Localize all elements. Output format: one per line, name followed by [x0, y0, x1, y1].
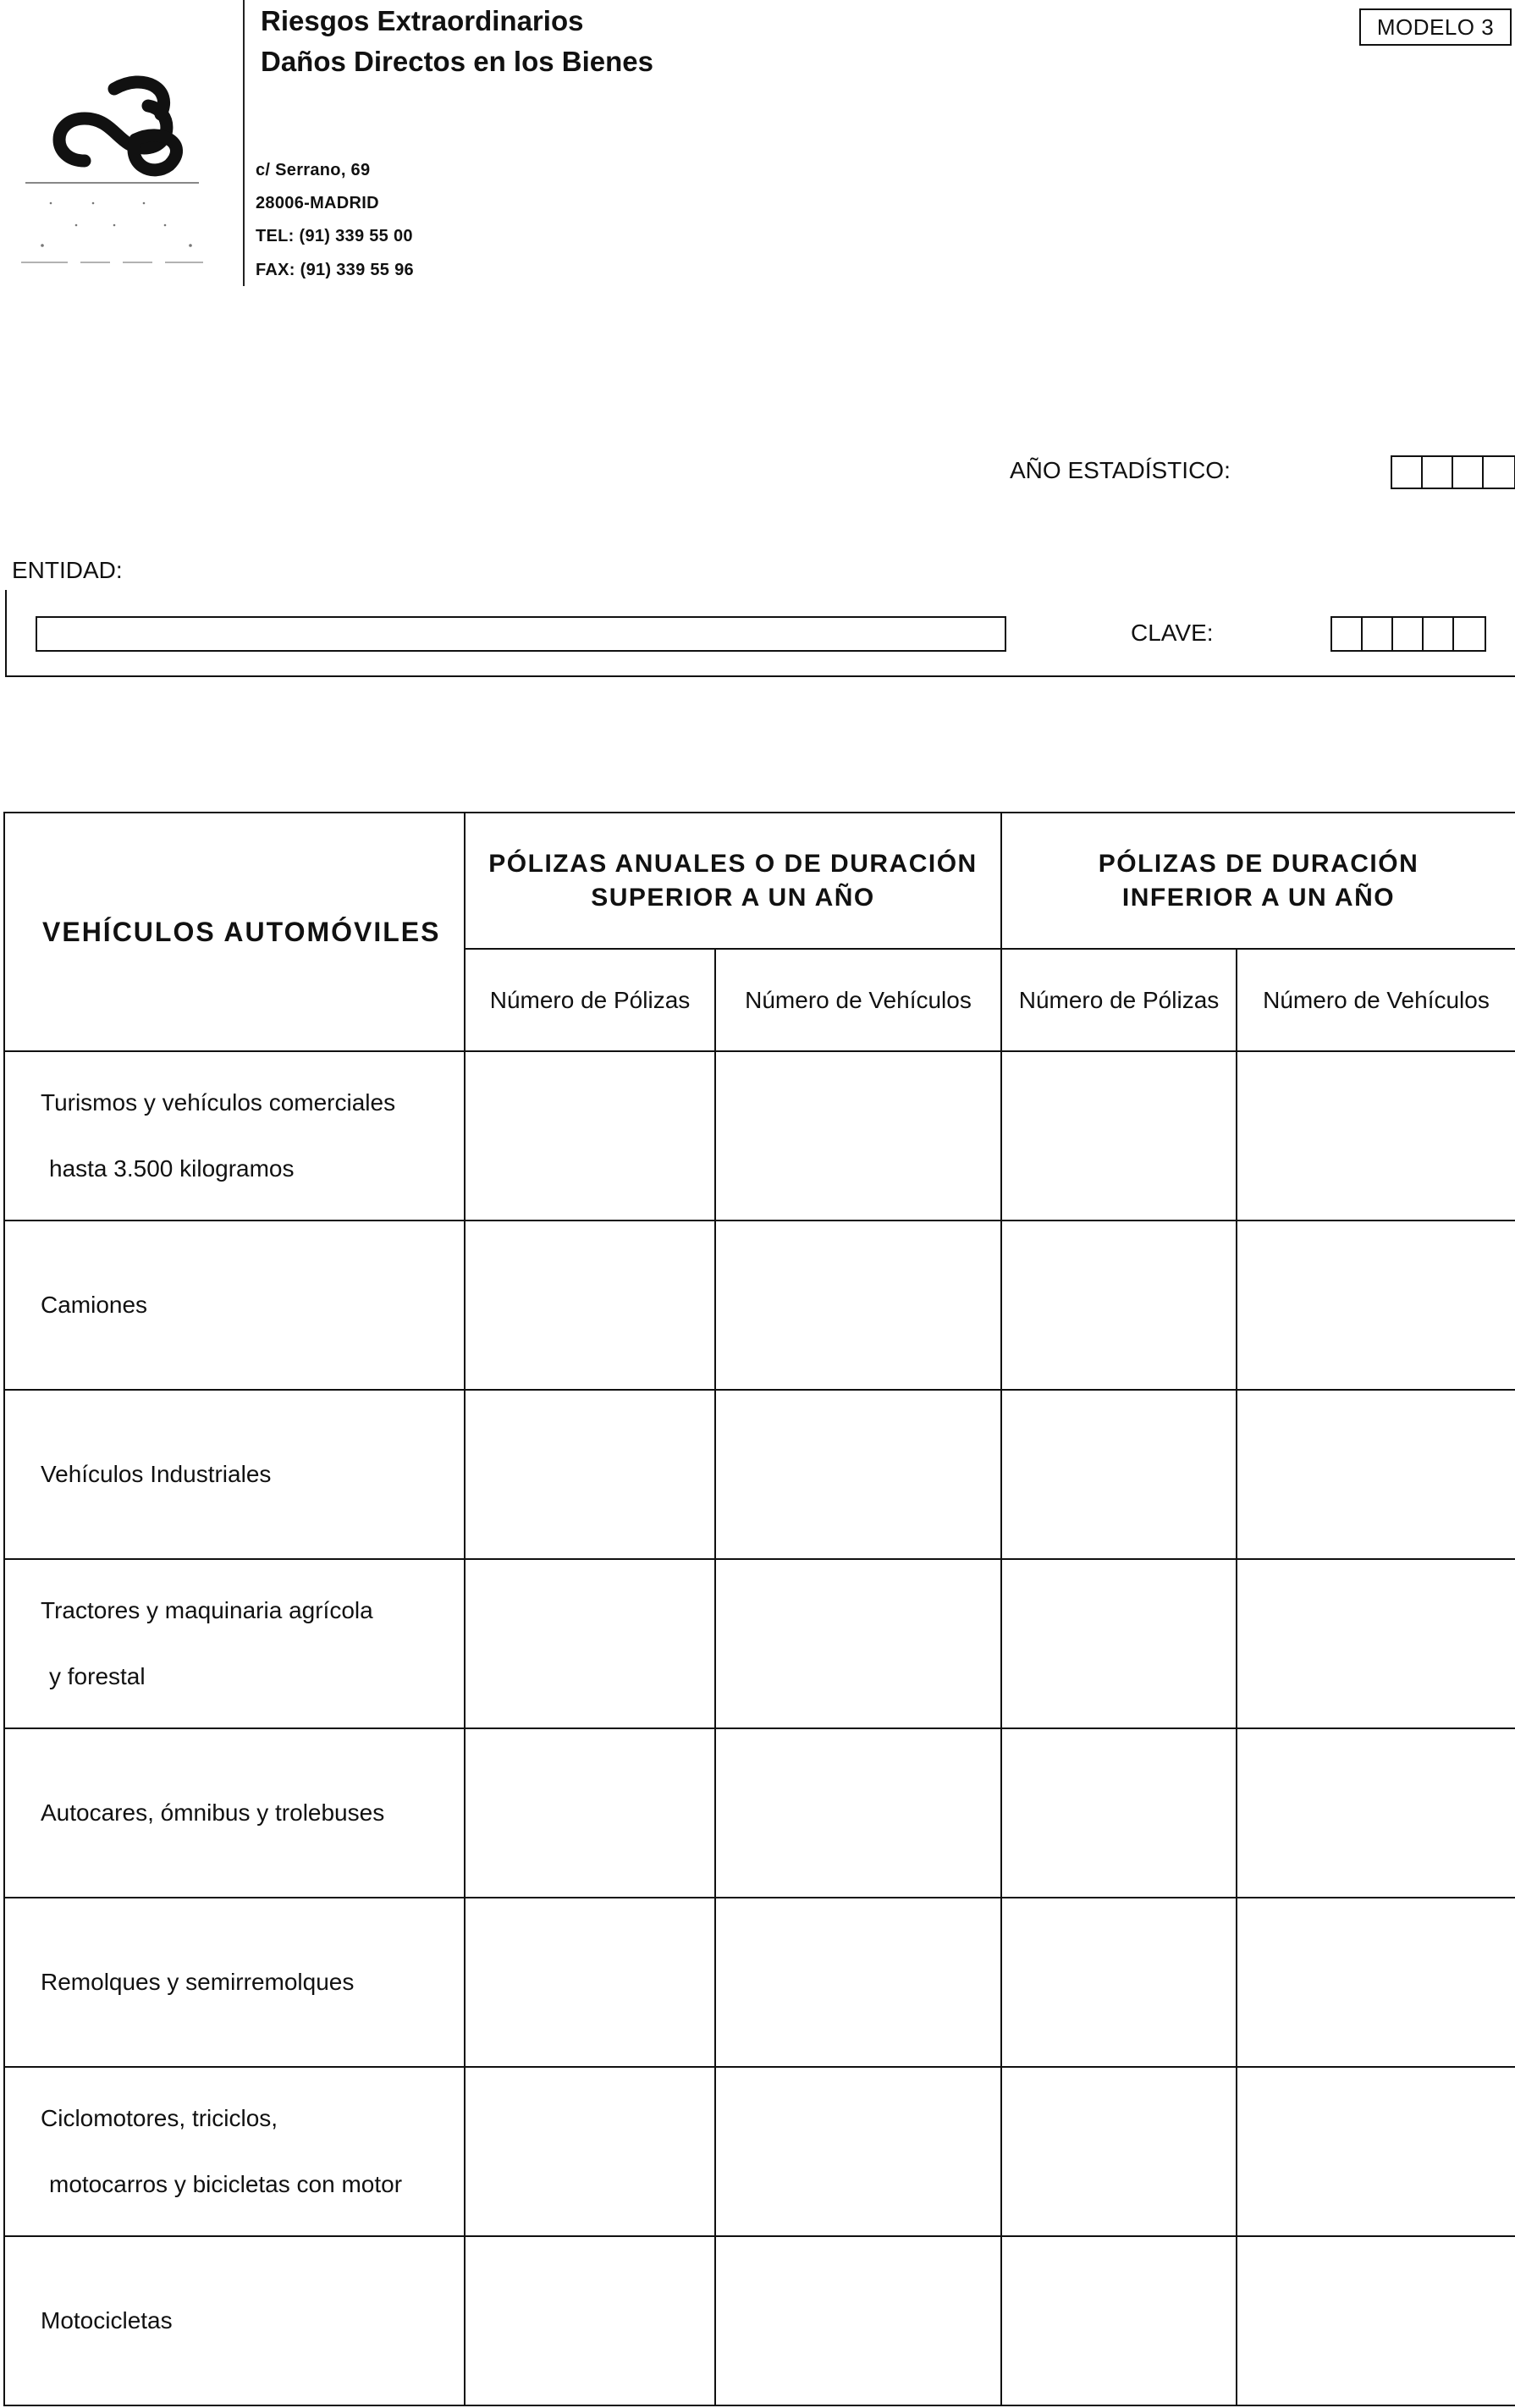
table-row [4, 1898, 1515, 2067]
row-label [4, 1898, 465, 2067]
row-label-line1: Tractores y maquinaria agrícola [41, 1597, 373, 1623]
cell-vehiculos-annual[interactable] [715, 1390, 1001, 1559]
anio-digit-box[interactable] [1392, 457, 1423, 488]
title-line-2: Daños Directos en los Bienes [261, 46, 653, 77]
clave-label: CLAVE: [1131, 620, 1214, 646]
logo-caption-marks [17, 196, 207, 273]
address-tel: TEL: (91) 339 55 00 [256, 227, 413, 245]
cell-vehiculos-annual[interactable] [715, 2236, 1001, 2405]
cell-vehiculos-short[interactable] [1237, 1051, 1515, 1221]
cell-vehiculos-annual[interactable] [715, 1559, 1001, 1728]
row-label-line2: y forestal [49, 1663, 146, 1689]
anio-digit-box[interactable] [1484, 457, 1514, 488]
cell-vehiculos-annual[interactable] [715, 1221, 1001, 1390]
row-label [4, 1728, 465, 1898]
group-header-annual [465, 813, 1001, 949]
cell-polizas-short[interactable] [1001, 1051, 1237, 1221]
clave-digit-box[interactable] [1454, 618, 1485, 650]
cell-polizas-annual[interactable] [465, 2067, 715, 2236]
cell-polizas-annual[interactable] [465, 1898, 715, 2067]
group-header-short-line1: PÓLIZAS DE DURACIÓN [1098, 849, 1419, 878]
row-label-line1: Motocicletas [41, 2307, 173, 2334]
address-city: 28006-MADRID [256, 194, 379, 212]
clave-digit-box[interactable] [1363, 618, 1393, 650]
subheader-vehiculos-short: Número de Vehículos [1237, 949, 1515, 1051]
cell-vehiculos-short[interactable] [1237, 1728, 1515, 1898]
table-row [4, 1390, 1515, 1559]
row-label [4, 1051, 465, 1221]
cell-polizas-annual[interactable] [465, 1559, 715, 1728]
row-label [4, 1390, 465, 1559]
consorcio-logo [34, 59, 203, 186]
anio-digit-box[interactable] [1453, 457, 1484, 488]
cell-vehiculos-annual[interactable] [715, 1051, 1001, 1221]
group-header-annual-line2: SUPERIOR A UN AÑO [591, 883, 875, 912]
cell-vehiculos-annual[interactable] [715, 1898, 1001, 2067]
row-label-line2: motocarros y bicicletas con motor [49, 2171, 403, 2197]
cell-vehiculos-short[interactable] [1237, 1559, 1515, 1728]
subheader-polizas-annual: Número de Pólizas [465, 949, 715, 1051]
row-label [4, 2067, 465, 2236]
cell-polizas-short[interactable] [1001, 1898, 1237, 2067]
cell-polizas-short[interactable] [1001, 1559, 1237, 1728]
cell-polizas-short[interactable] [1001, 2067, 1237, 2236]
logo-rule [25, 182, 199, 184]
table-row [4, 2067, 1515, 2236]
clave-digit-box[interactable] [1393, 618, 1424, 650]
table-row [4, 1221, 1515, 1390]
table-header-row [4, 813, 1515, 949]
cell-vehiculos-short[interactable] [1237, 1221, 1515, 1390]
cell-polizas-annual[interactable] [465, 1051, 715, 1221]
cell-vehiculos-short[interactable] [1237, 1898, 1515, 2067]
cell-vehiculos-short[interactable] [1237, 2067, 1515, 2236]
table-row [4, 1051, 1515, 1221]
table-row [4, 2236, 1515, 2405]
group-header-annual-line1: PÓLIZAS ANUALES O DE DURACIÓN [488, 849, 978, 878]
row-label [4, 2236, 465, 2405]
anio-digit-box[interactable] [1423, 457, 1453, 488]
cell-polizas-annual[interactable] [465, 1728, 715, 1898]
row-label-line1: Remolques y semirremolques [41, 1969, 355, 1995]
row-label-line1: Vehículos Industriales [41, 1461, 272, 1487]
table-row [4, 1559, 1515, 1728]
row-label-line1: Ciclomotores, triciclos, [41, 2105, 278, 2131]
clave-field[interactable] [1330, 616, 1486, 652]
cell-vehiculos-annual[interactable] [715, 1728, 1001, 1898]
row-label-line1: Camiones [41, 1292, 148, 1318]
model-badge: MODELO 3 [1359, 8, 1512, 46]
title-line-1: Riesgos Extraordinarios [261, 5, 584, 36]
entidad-input[interactable] [36, 616, 1006, 652]
cell-polizas-annual[interactable] [465, 1221, 715, 1390]
clave-digit-box[interactable] [1332, 618, 1363, 650]
address-street: c/ Serrano, 69 [256, 161, 371, 179]
subheader-polizas-short: Número de Pólizas [1001, 949, 1237, 1051]
row-label [4, 1559, 465, 1728]
group-header-short-line2: INFERIOR A UN AÑO [1121, 883, 1396, 912]
subheader-vehiculos-annual: Número de Vehículos [715, 949, 1001, 1051]
cell-polizas-short[interactable] [1001, 2236, 1237, 2405]
table-row [4, 1728, 1515, 1898]
cell-polizas-short[interactable] [1001, 1221, 1237, 1390]
vehicle-policies-table [3, 812, 1515, 2406]
cell-vehiculos-short[interactable] [1237, 2236, 1515, 2405]
group-header-short [1001, 813, 1515, 949]
header-divider [243, 0, 245, 286]
address-fax: FAX: (91) 339 55 96 [256, 261, 414, 279]
row-label-line2: hasta 3.500 kilogramos [49, 1155, 295, 1182]
row-label-line1: Autocares, ómnibus y trolebuses [41, 1799, 385, 1826]
row-label [4, 1221, 465, 1390]
anio-estadistico-field[interactable] [1391, 455, 1515, 489]
vehiculos-header: VEHÍCULOS AUTOMÓVILES [4, 813, 465, 1051]
cell-polizas-annual[interactable] [465, 2236, 715, 2405]
cell-polizas-short[interactable] [1001, 1728, 1237, 1898]
clave-digit-box[interactable] [1424, 618, 1454, 650]
anio-estadistico-label: AÑO ESTADÍSTICO: [1010, 457, 1231, 483]
row-label-line1: Turismos y vehículos comerciales [41, 1089, 396, 1116]
cell-polizas-annual[interactable] [465, 1390, 715, 1559]
cell-polizas-short[interactable] [1001, 1390, 1237, 1559]
cell-vehiculos-short[interactable] [1237, 1390, 1515, 1559]
entidad-label: ENTIDAD: [12, 557, 123, 583]
table-body [4, 1051, 1515, 2405]
cell-vehiculos-annual[interactable] [715, 2067, 1001, 2236]
